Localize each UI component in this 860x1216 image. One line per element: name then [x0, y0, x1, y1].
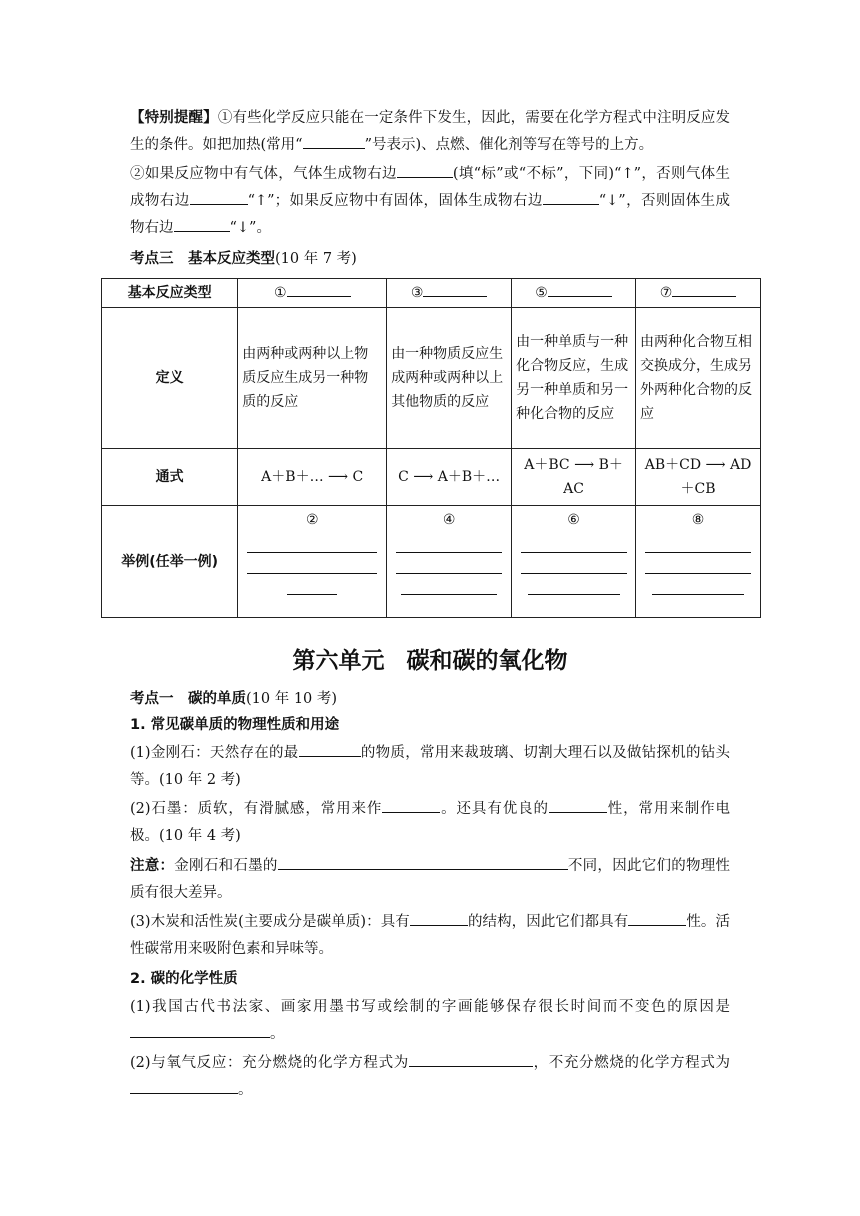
- diamond-para: (1)金刚石：天然存在的最 的物质，常用来裁玻璃、切割大理石以及做钻探机的钻头等。(10 年 2 考): [130, 740, 730, 794]
- s1-heading: 考点一 碳的单质(10 年 10 考): [130, 691, 338, 707]
- blank[interactable]: [396, 553, 502, 574]
- example-cell: ⑥: [512, 506, 636, 618]
- s1-sub1: 1. 常见碳单质的物理性质和用途: [130, 717, 340, 733]
- blank[interactable]: [130, 1079, 238, 1094]
- special-reminder-p1: 【特别提醒】①有些化学反应只能在一定条件下发生，因此，需要在化学方程式中注明反应发生的条件。如把加热(常用“ ”号表示)、点燃、催化剂等写在等号的上方。: [130, 110, 730, 153]
- blank[interactable]: [382, 798, 440, 813]
- blank[interactable]: [303, 134, 365, 149]
- blank[interactable]: [299, 742, 361, 757]
- header-cell: ⑦: [636, 279, 761, 308]
- formula-cell: AB＋CD ⟶ AD＋CB: [636, 449, 761, 506]
- oxygen-para: (2)与氧气反应：充分燃烧的化学方程式为 ，不充分燃烧的化学方程式为。: [130, 1050, 730, 1104]
- s1-sub2: 2. 碳的化学性质: [130, 971, 238, 987]
- blank[interactable]: [548, 282, 612, 297]
- header-cell: 基本反应类型: [102, 279, 238, 308]
- table-row: [102, 449, 761, 506]
- blank[interactable]: [645, 553, 751, 574]
- blank[interactable]: [247, 532, 377, 553]
- blank[interactable]: [543, 190, 599, 205]
- formula-cell: A＋B＋… ⟶ C: [238, 449, 387, 506]
- definition-cell: 由两种或两种以上物质反应生成另一种物质的反应: [238, 308, 387, 449]
- blank[interactable]: [396, 532, 502, 553]
- blank[interactable]: [652, 574, 744, 595]
- blank[interactable]: [401, 574, 497, 595]
- blank[interactable]: [190, 190, 248, 205]
- blank[interactable]: [521, 532, 627, 553]
- blank[interactable]: [423, 282, 487, 297]
- ink-para: (1)我国古代书法家、画家用墨书写或绘制的字画能够保存很长时间而不变色的原因是。: [130, 999, 730, 1042]
- formula-cell: C ⟶ A＋B＋…: [387, 449, 512, 506]
- unit-title: 第六单元 碳和碳的氧化物: [292, 648, 568, 674]
- charcoal-para: (3)木炭和活性炭(主要成分是碳单质)：具有 的结构，因此它们都具有 性。活性碳常用来吸附色素和异味等。: [130, 909, 730, 963]
- reminder-label: 【特别提醒】: [130, 110, 218, 126]
- example-cell: ⑧: [636, 506, 761, 618]
- special-reminder-p2: ②如果反应物中有气体，气体生成物右边 (填“标”或“不标”，下同)“↑”，否则气体生成物右边 “↑”；如果反应物中有固体，固体生成物右边 “↓”，否则固体生成物右边 “↓”。: [130, 161, 730, 242]
- example-cell: ②: [238, 506, 387, 618]
- section3-heading: 考点三 基本反应类型(10 年 7 考): [130, 251, 357, 267]
- definition-cell: 由一种物质反应生成两种或两种以上其他物质的反应: [387, 308, 512, 449]
- formula-cell: A＋BC ⟶ B＋AC: [512, 449, 636, 506]
- blank[interactable]: [278, 855, 568, 870]
- blank[interactable]: [528, 574, 620, 595]
- blank[interactable]: [549, 798, 607, 813]
- blank[interactable]: [247, 553, 377, 574]
- row-label: 定义: [102, 308, 238, 449]
- header-cell: ③: [387, 279, 512, 308]
- row-label: 通式: [102, 449, 238, 506]
- blank[interactable]: [645, 532, 751, 553]
- blank[interactable]: [409, 1052, 533, 1067]
- blank[interactable]: [287, 282, 351, 297]
- blank[interactable]: [397, 163, 453, 178]
- definition-cell: 由两种化合物互相交换成分，生成另外两种化合物的反应: [636, 308, 761, 449]
- blank[interactable]: [287, 574, 337, 595]
- blank[interactable]: [521, 553, 627, 574]
- blank[interactable]: [174, 217, 230, 232]
- example-cell: ④: [387, 506, 512, 618]
- graphite-para: (2)石墨：质软，有滑腻感，常用来作 。还具有优良的 性，常用来制作电极。(10 年 4 考): [130, 796, 730, 850]
- blank[interactable]: [628, 911, 686, 926]
- blank[interactable]: [672, 282, 736, 297]
- reaction-types-table: [101, 278, 761, 618]
- row-label: 举例(任举一例): [102, 506, 238, 618]
- definition-cell: 由一种单质与一种化合物反应，生成另一种单质和另一种化合物的反应: [512, 308, 636, 449]
- table-row: [102, 506, 761, 618]
- blank[interactable]: [130, 1023, 270, 1038]
- blank[interactable]: [410, 911, 468, 926]
- table-row: [102, 279, 761, 308]
- header-cell: ⑤: [512, 279, 636, 308]
- table-row: [102, 308, 761, 449]
- note-para: 注意：金刚石和石墨的 不同，因此它们的物理性质有很大差异。: [130, 853, 730, 907]
- header-cell: ①: [238, 279, 387, 308]
